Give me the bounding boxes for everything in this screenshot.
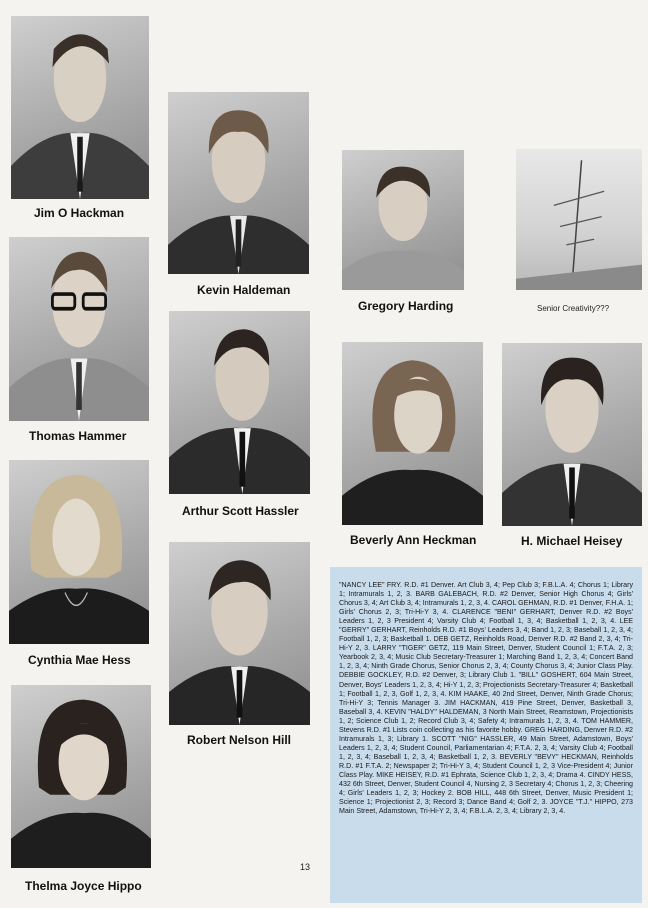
page-number: 13 [300, 862, 311, 872]
portrait-name-jim-hackman: Jim O Hackman [34, 206, 125, 220]
portrait-name-cynthia-mae-hess: Cynthia Mae Hess [28, 653, 131, 667]
portrait-name-arthur-scott-hassler: Arthur Scott Hassler [182, 504, 299, 518]
senior-activities-text-box [330, 567, 642, 903]
portrait-photo-thelma-joyce-hippo [11, 685, 151, 868]
portrait-photo-h-michael-heisey [502, 343, 642, 526]
portrait-name-thomas-hammer: Thomas Hammer [29, 429, 127, 443]
portrait-photo-thomas-hammer [9, 237, 149, 421]
portrait-photo-robert-nelson-hill [169, 542, 310, 725]
snapshot-caption: Senior Creativity??? [537, 304, 610, 313]
portrait-photo-cynthia-mae-hess [9, 460, 149, 644]
portrait-name-h-michael-heisey: H. Michael Heisey [521, 534, 623, 548]
portrait-name-kevin-haldeman: Kevin Haldeman [197, 283, 291, 297]
portrait-photo-beverly-ann-heckman [342, 342, 483, 525]
portrait-name-robert-nelson-hill: Robert Nelson Hill [187, 733, 292, 747]
portrait-photo-gregory-harding [342, 150, 464, 290]
senior-creativity-snapshot [516, 149, 642, 290]
portrait-photo-jim-hackman [11, 16, 149, 199]
senior-activities-text: "NANCY LEE" FRY. R.D. #1 Denver. Art Club 3, 4; Pep Club 3; F.B.L.A. 4; Chorus 1; Library 1; Intramurals 1, 2, 3. BARB GALEBACH, R.D. #2 Denver, Senior High Chorus 4; Girls' Chorus 3, 4; Art Club 3, 4; Intramurals 1, 2, 3, 4. CAROL GEHMAN, R.D. #1 Denver, F.H.A. 1; Girls' Chorus 2, 3; Tri-Hi-Y 3, 4. CLARENCE "BENI" GERHART, Denver R.D. #2 Boys' Leaders 1, 2, 3 President 4; Varsity Club 4; Football 1, 3, 4; Basketball 1, 2, 3, 4. LEE "GERRY" GERHART, Reinholds R.D. #1 Boys' Leaders 3, 4; Band 1, 2, 3; Baseball 1, 2, 3, 4; Football 1, 2, 3; Basketball 1. DEB GETZ, Reinholds Road, Denver R.D. #2 Band 2, 3, 4; Tri-Hi-Y 2, 3. LARRY "TIGER" GETZ, 119 Main Street, Denver, Student Council 1; F.T.A. 2, 3; Yearbook 2, 3, 4; Music Club Secretary-Treasurer 1; Marching Band 1, 2, 3, 4; Concert Band 1, 2, 3, 4; Ninth Grade Chorus, Senior Chorus 2, 3, 4; County Chorus 3, 4; Junior Class Play. DEBBIE GOCKLEY, R.D. #2 Denver, 3; Library Club 1. "BILL" GOSHERT, 604 Main Street, Denver, Boys' Leaders 1, 2, 3, 4; Hi-Y 1, 2, 3; Projectionists Secretary-Treasurer 4; Basketball 1; Football 1, 2, 3, Golf 1, 2, 3, 4. KIM HAAKE, 40 2nd Street, Denver, Ninth Grade Chorus; Tri-Hi-Y 3; Tennis Manager 3. JIM HACKMAN, 419 Pine Street, Denver, Basketball 3, Baseball 3, 4. KEVIN "HALDY" HALDEMAN, 3 North Main Street, Reamstown, Projectionists 1, 2; Science Club 1, 2; Record Club 3, 4; Safety 4; Intramurals 1, 2, 3, 4. TOM HAMMER, Stevens R.D. #1 Lists coin collecting as his favorite hobby. GREG HARDING, Denver R.D. #2 Intramurals 1, 3; Library 1. SCOTT "NIG" HASSLER, 49 Main Street, Adamstown, Boys' Leaders 1, 2, 3, 4; Student Council, Parliamentarian 4; F.T.A. 2, 3, 4; Varsity Club 4; Football 1, 2, 3, 4; Baseball 1, 2, 3, 4; Basketball 1, 2, 3. BEVERLY "BEVY" HECKMAN, Reinholds R.D. #1 F.T.A. 2; Newspaper 2; Tri-Hi-Y 3, 4; Student Council 1, 2, 3 Vice-President 4; Junior Class Play. MIKE HEISEY, R.D. #1 Ephrata, Science Club 1, 2, 3, 4; Drama 4. CINDY HESS, 432 6th Street, Denver, Student Council 4, Nursing 2, 3 Secretary 4; Chorus 1, 2, 3; Cheering 4; Girls' Leaders 1, 2, 3; Hockey 2. BOB HILL, 448 6th Street, Denver, Music President 1; Science 1; Projectionist 2, 3; Record 3; Dance Band 4; Golf 2, 3. JOYCE "T.J." HIPPO, 273 Main Street, Adamstown, Tri-Hi-Y 2, 3, 4; F.B.L.A. 2, 3, 4; Library 2, 3, 4. [339, 581, 633, 816]
portrait-name-beverly-ann-heckman: Beverly Ann Heckman [350, 533, 477, 547]
portrait-name-thelma-joyce-hippo: Thelma Joyce Hippo [25, 879, 142, 893]
portrait-photo-kevin-haldeman [168, 92, 309, 274]
portrait-photo-arthur-scott-hassler [169, 311, 310, 494]
portrait-name-gregory-harding: Gregory Harding [358, 299, 454, 313]
